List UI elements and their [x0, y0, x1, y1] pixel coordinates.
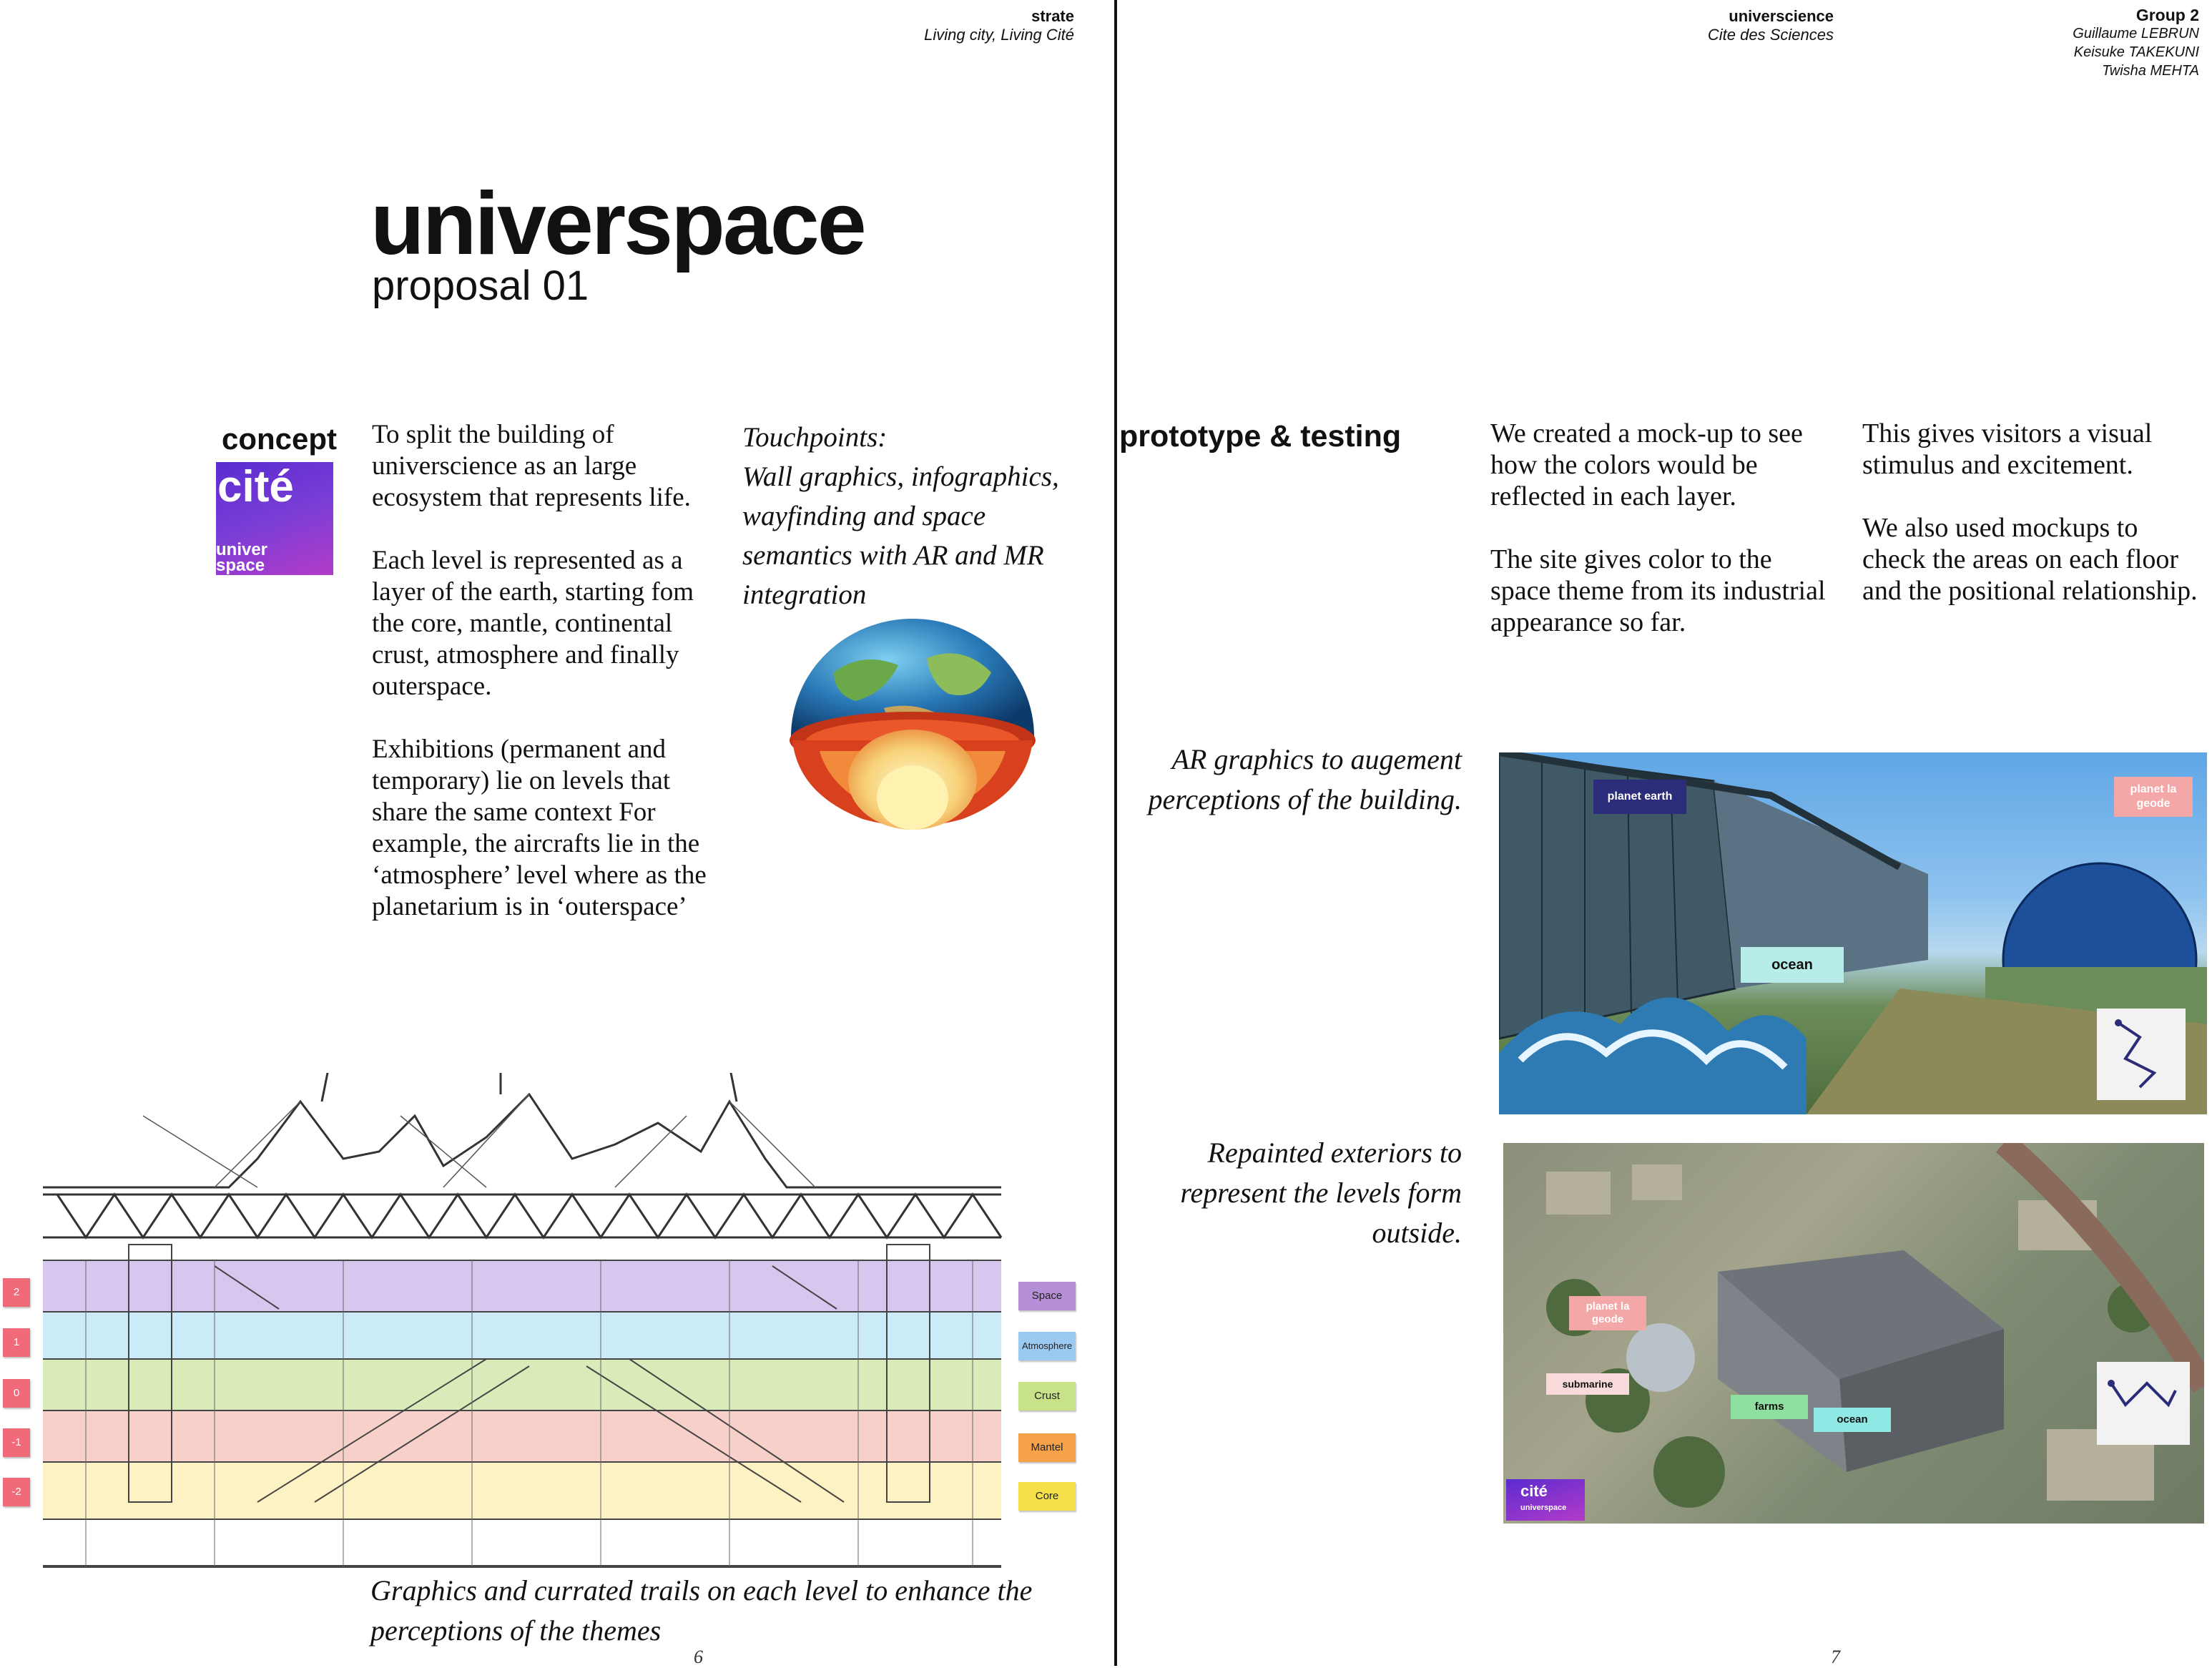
prototype-paragraph: The site gives color to the space theme from its industrial appearance so far. [1490, 544, 1826, 637]
band-space [43, 1260, 1001, 1312]
logo-text-universpace [216, 542, 267, 574]
concept-paragraph: Exhibitions (permanent and temporary) lie on levels that share the same context For example, the aircrafts lie in the ‘atmosphere’ level where as the planetarium is in ‘outerspace’ [372, 735, 707, 921]
ar-label-planet-earth: planet earth [1593, 780, 1686, 814]
member-name: Twisha MEHTA [2102, 63, 2199, 79]
member-name: Keisuke TAKEKUNI [2073, 44, 2199, 60]
band-atmosphere [43, 1312, 1001, 1359]
member-name: Guillaume LEBRUN [2073, 26, 2199, 41]
aerial-mockup-photo [1503, 1143, 2204, 1524]
left-header [924, 7, 1074, 44]
level-tag-minus-1: -1 [3, 1428, 30, 1457]
header-tagline: Cite des Sciences [1707, 26, 1834, 44]
concept-text [372, 419, 708, 954]
ar-label-ocean: ocean [1741, 947, 1844, 983]
map-thumbnail [2097, 1009, 2186, 1100]
concept-paragraph: Each level is represented as a layer of the earth, starting fom the core, mantle, continental crust, atmosphere and finally outerspace. [372, 546, 694, 701]
building-section-diagram [0, 1073, 1116, 1574]
concept-heading: concept [222, 422, 338, 456]
touchpoints-heading: Touchpoints: [742, 422, 888, 453]
aerial-label-planet-la-geode: planet la geode [1569, 1296, 1646, 1330]
aerial-label-ocean: ocean [1814, 1408, 1891, 1432]
concept-paragraph: To split the building of universcience as an large ecosystem that represents life. [372, 420, 691, 512]
touchpoints-text [742, 418, 1078, 614]
right-header-brand [1691, 7, 1834, 44]
logo-text-univer: univer [216, 540, 268, 559]
map-thumbnail [2097, 1362, 2190, 1445]
touchpoints-body: Wall graphics, infographics, wayfinding and space semantics with AR and MR integration [742, 461, 1059, 610]
page-number: 7 [1831, 1647, 1840, 1667]
prototype-paragraph: This gives visitors a visual stimulus and excitement. [1862, 418, 2153, 480]
header-tagline: Living city, Living Cité [924, 26, 1074, 44]
diagram-caption: Graphics and currated trails on each level to enhance the perceptions of the themes [370, 1574, 1033, 1647]
level-tag-1: 1 [3, 1328, 30, 1357]
cite-logo [216, 462, 333, 575]
level-tag-0: 0 [3, 1379, 30, 1408]
aerial-label-farms: farms [1731, 1395, 1808, 1419]
legend-mantel: Mantel [1018, 1433, 1076, 1462]
ar-label-planet-la-geode: planet la geode [2114, 777, 2193, 817]
prototype-text-col1 [1490, 418, 1834, 669]
level-tag-2: 2 [3, 1278, 30, 1307]
legend-space: Space [1018, 1282, 1076, 1310]
aerial-mockup-scene [1503, 1143, 2204, 1524]
legend-atmosphere: Atmosphere [1018, 1332, 1076, 1360]
legend-crust: Crust [1018, 1382, 1076, 1411]
ar-mockup-photo [1499, 752, 2207, 1114]
prototype-paragraph: We also used mockups to check the areas on each floor and the positional relationship. [1862, 513, 2198, 606]
earth-cutaway-illustration [777, 615, 1048, 844]
page-number: 6 [694, 1647, 703, 1667]
repaint-caption: Repainted exteriors to represent the levels form outside. [1180, 1137, 1462, 1249]
group-label: Group 2 [2135, 6, 2199, 24]
page-title: universpace [370, 175, 865, 273]
right-page [1119, 0, 2212, 1666]
band-mantel [43, 1411, 1001, 1462]
header-brand: universcience [1729, 7, 1834, 25]
logo-text-cite: cité [217, 462, 294, 511]
aerial-logo-text-cite: cité [1520, 1482, 1548, 1500]
prototype-paragraph: We created a mock-up to see how the colors would be reflected in each layer. [1490, 418, 1803, 511]
ar-caption: AR graphics to augement perceptions of the building. [1148, 743, 1462, 815]
logo-text-space: space [216, 556, 265, 575]
level-tag-minus-2: -2 [3, 1478, 30, 1506]
right-header-group [2073, 6, 2199, 80]
band-core [43, 1462, 1001, 1519]
band-crust [43, 1359, 1001, 1411]
aerial-cite-logo [1506, 1479, 1585, 1521]
legend-core: Core [1018, 1482, 1076, 1511]
aerial-label-submarine: submarine [1546, 1373, 1629, 1395]
header-brand: strate [1031, 7, 1074, 25]
prototype-text-col2 [1862, 418, 2198, 638]
building-section-drawing [43, 1073, 1023, 1574]
prototype-heading: prototype & testing [1119, 419, 1402, 453]
page-subtitle: proposal 01 [372, 263, 589, 309]
aerial-logo-text-universpace: universpace [1520, 1503, 1567, 1512]
